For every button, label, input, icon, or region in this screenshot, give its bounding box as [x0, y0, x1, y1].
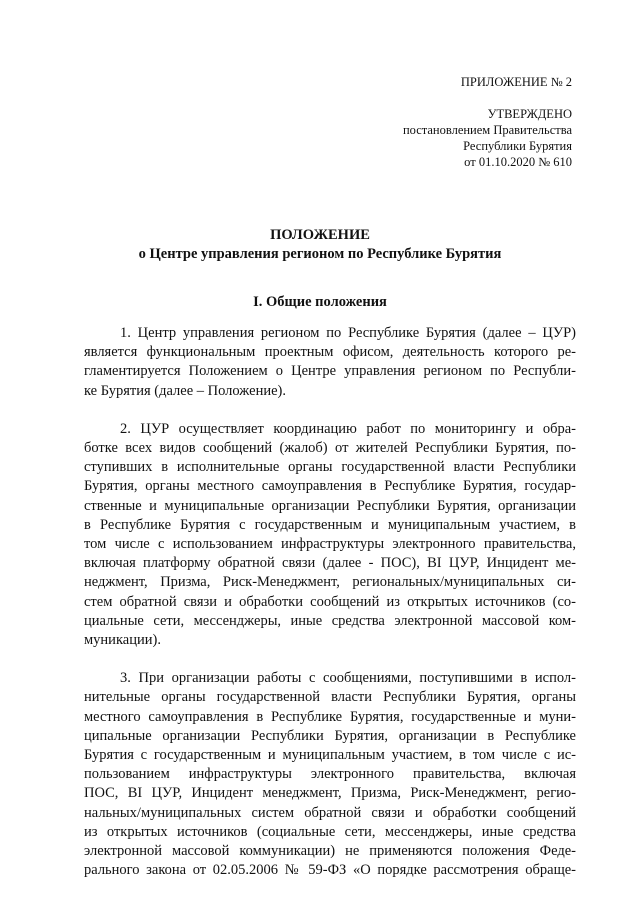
paragraph-line: ботке всех видов сообщений (жалоб) от жителей Республики Бурятия, по-	[84, 440, 576, 457]
paragraph-line: ке Бурятия (далее – Положение).	[84, 382, 286, 399]
paragraph-line: в Республике Бурятия с государственным и муниципальным участием, в	[84, 516, 576, 533]
paragraph-line: ступивших в исполнительные органы государственной власти Республики	[84, 459, 576, 476]
paragraph-line: муникации).	[84, 632, 161, 649]
paragraph-line: 1. Центр управления регионом по Республике Бурятия (далее – ЦУР)	[120, 325, 576, 341]
approval-line-3: от 01.10.2020 № 610	[464, 155, 572, 169]
paragraph-line: гламентируется Положением о Центре управления регионом по Республи-	[84, 363, 576, 380]
paragraph-line: нальных/муниципальных систем обратной связи и обработки сообщений	[84, 804, 576, 821]
paragraph-line: циальные сети, мессенджеры, иные средства электронной массовой ком-	[84, 612, 576, 629]
appendix-label: ПРИЛОЖЕНИЕ № 2	[460, 75, 572, 89]
paragraph-line: ПОС, BI ЦУР, Инцидент менеджмент, Призма, Риск-Менеджмент, регио-	[84, 785, 576, 802]
paragraph-line: 2. ЦУР осуществляет координацию работ по мониторингу и обра-	[120, 420, 576, 437]
approval-stamp	[403, 74, 572, 170]
paragraph-1	[84, 324, 576, 401]
paragraph-line: неджмент, Призма, Риск-Менеджмент, региональных/муниципальных си-	[84, 574, 576, 591]
paragraph-2	[84, 420, 576, 650]
paragraph-3	[84, 669, 576, 880]
document-body	[84, 324, 576, 899]
paragraph-line: пользованием инфраструктуры электронного правительства, включая	[84, 766, 576, 783]
paragraph-line: рального закона от 02.05.2006 № 59-ФЗ «О порядке рассмотрения обраще-	[84, 862, 576, 879]
paragraph-line: ственные и муниципальные организации Республики Бурятия, организации	[84, 497, 576, 514]
document-subtitle: о Центре управления регионом по Республике Бурятия	[138, 246, 502, 262]
paragraph-line: является функциональным проектным офисом, деятельность которого ре-	[84, 344, 576, 361]
paragraph-line: включая платформу обратной связи (далее - ПОС), BI ЦУР, Инцидент ме-	[84, 555, 576, 572]
paragraph-line: электронной массовой коммуникации) не применяются положения Феде-	[84, 843, 576, 860]
approval-line-2: Республики Бурятия	[463, 139, 572, 153]
paragraph-line: из открытых источников (социальные сети, мессенджеры, иные средства	[84, 823, 576, 840]
paragraph-line: нительные органы государственной власти Республики Бурятия, органы	[84, 689, 576, 706]
paragraph-line: Бурятия, органы местного самоуправления в Республике Бурятия, государ-	[84, 478, 576, 495]
section-title: I. Общие положения	[253, 294, 387, 310]
document-heading	[0, 226, 640, 264]
approval-line-1: постановлением Правительства	[402, 123, 572, 137]
approved-label: УТВЕРЖДЕНО	[487, 107, 572, 121]
paragraph-line: ципальные организации Республики Бурятия, организации в Республике	[84, 727, 576, 744]
paragraph-line: Бурятия с государственным и муниципальным участием, в том числе с ис-	[84, 747, 576, 764]
document-title: ПОЛОЖЕНИЕ	[270, 227, 370, 243]
paragraph-line: том числе с использованием инфраструктуры электронного правительства,	[84, 536, 576, 553]
paragraph-line: стем обратной связи и обработки сообщений из открытых источников (со-	[84, 593, 576, 610]
paragraph-line: 3. При организации работы с сообщениями, поступившими в испол-	[120, 670, 576, 687]
paragraph-line: местного самоуправления в Республике Бурятия, государственные и муни-	[84, 708, 576, 725]
